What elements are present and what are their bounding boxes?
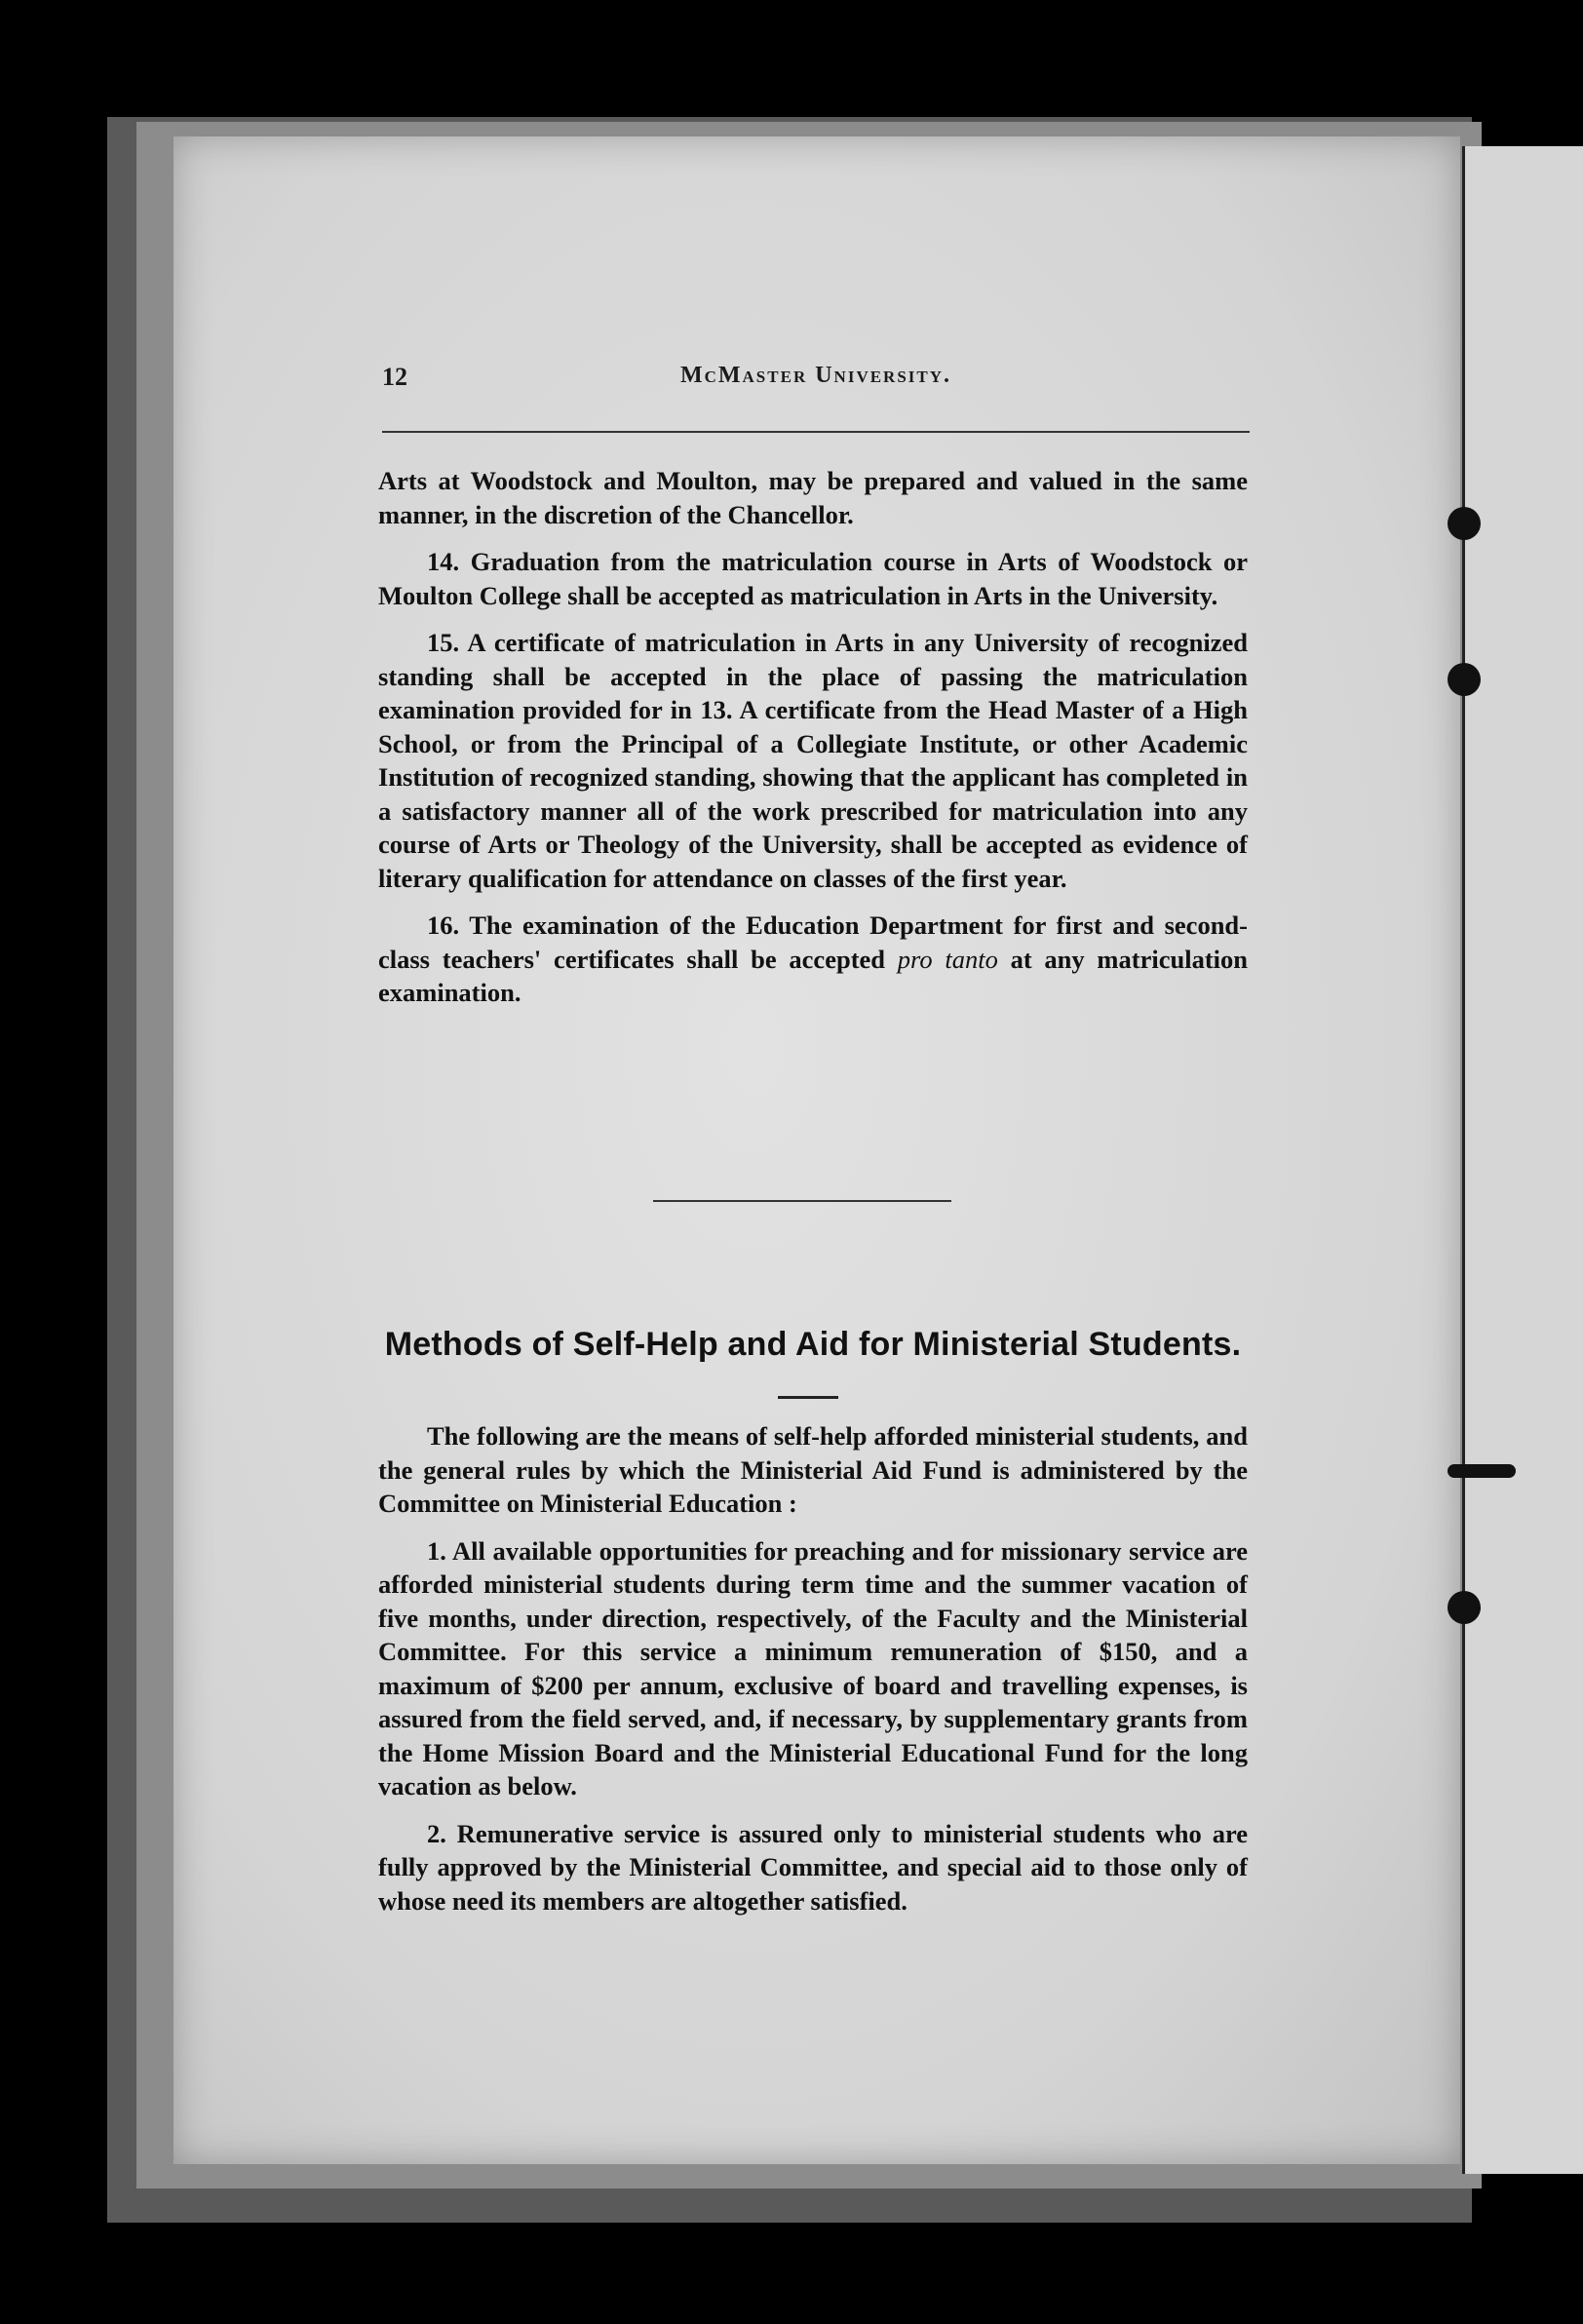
page-header bbox=[382, 363, 1250, 398]
rule-1-paragraph: 1. All available opportunities for preaching and for missionary service are afforded ministerial students during term time and the summer vacation of five months, under direction, respectively, of the Faculty and the Ministerial Committee. For this service a minimum remuneration of $150, and a maximum of $200 per annum, exclusive of board and travelling expenses, is assured from the field served, and, if necessary, by supplementary grants from the Home Mission Board and the Ministerial Educational Fund for the long vacation as below. bbox=[378, 1535, 1248, 1801]
facing-page-edge bbox=[1462, 146, 1583, 2174]
self-help-text bbox=[378, 1419, 1248, 1931]
paragraph-14: 14. Graduation from the matriculation course in Arts of Woodstock or Moulton College shall be accepted as matriculation in Arts in the University. bbox=[378, 547, 1248, 610]
binding-hole bbox=[1448, 1464, 1516, 1478]
header-rule bbox=[382, 431, 1250, 433]
title-underline-rule bbox=[778, 1396, 838, 1399]
rule-2-paragraph: 2. Remunerative service is assured only to ministerial students who are fully approved by the Ministerial Committee, and special aid to those only of whose need its members are altogether satisfied. bbox=[378, 1818, 1248, 1916]
binding-hole bbox=[1448, 507, 1481, 540]
paragraph-15: 15. A certificate of matriculation in Arts in any University of recognized standing shall be accepted in the place of passing the matriculation examination provided for in 13. A certificate from the Head Master of a High School, or from the Principal of a Collegiate Institute, or other Academic Institution of recognized standing, showing that the applicant has completed in a satisfactory manner all of the work prescribed for matriculation into any course of Arts or Theology of the University, shall be accepted as evidence of literary qualification for attendance on classes of the first year. bbox=[378, 628, 1248, 893]
page-number: 12 bbox=[382, 363, 407, 391]
regulations-text bbox=[378, 464, 1248, 1024]
section-divider bbox=[653, 1200, 951, 1202]
intro-paragraph: The following are the means of self-help afforded ministerial students, and the general rules by which the Ministerial Aid Fund is administered by the Committee on Ministerial Education : bbox=[378, 1421, 1248, 1518]
running-head: McMaster University. bbox=[679, 363, 952, 388]
binding-hole bbox=[1448, 663, 1481, 696]
paragraph-16 bbox=[378, 909, 1248, 1010]
binding-hole bbox=[1448, 1591, 1481, 1624]
paragraph-16-start: 16. The examination of the Education Department for first and second-class teachers' certificates shall be accepted bbox=[378, 910, 1248, 974]
section-title: Methods of Self-Help and Aid for Ministerial Students. bbox=[384, 1326, 1242, 1363]
paragraph-16-end: at any matriculation examination. bbox=[378, 944, 1248, 1007]
pro-tanto-italic: pro tanto bbox=[897, 944, 998, 974]
paragraph-continued: Arts at Woodstock and Moulton, may be prepared and valued in the same manner, in the discretion of the Chancellor. bbox=[378, 466, 1248, 529]
